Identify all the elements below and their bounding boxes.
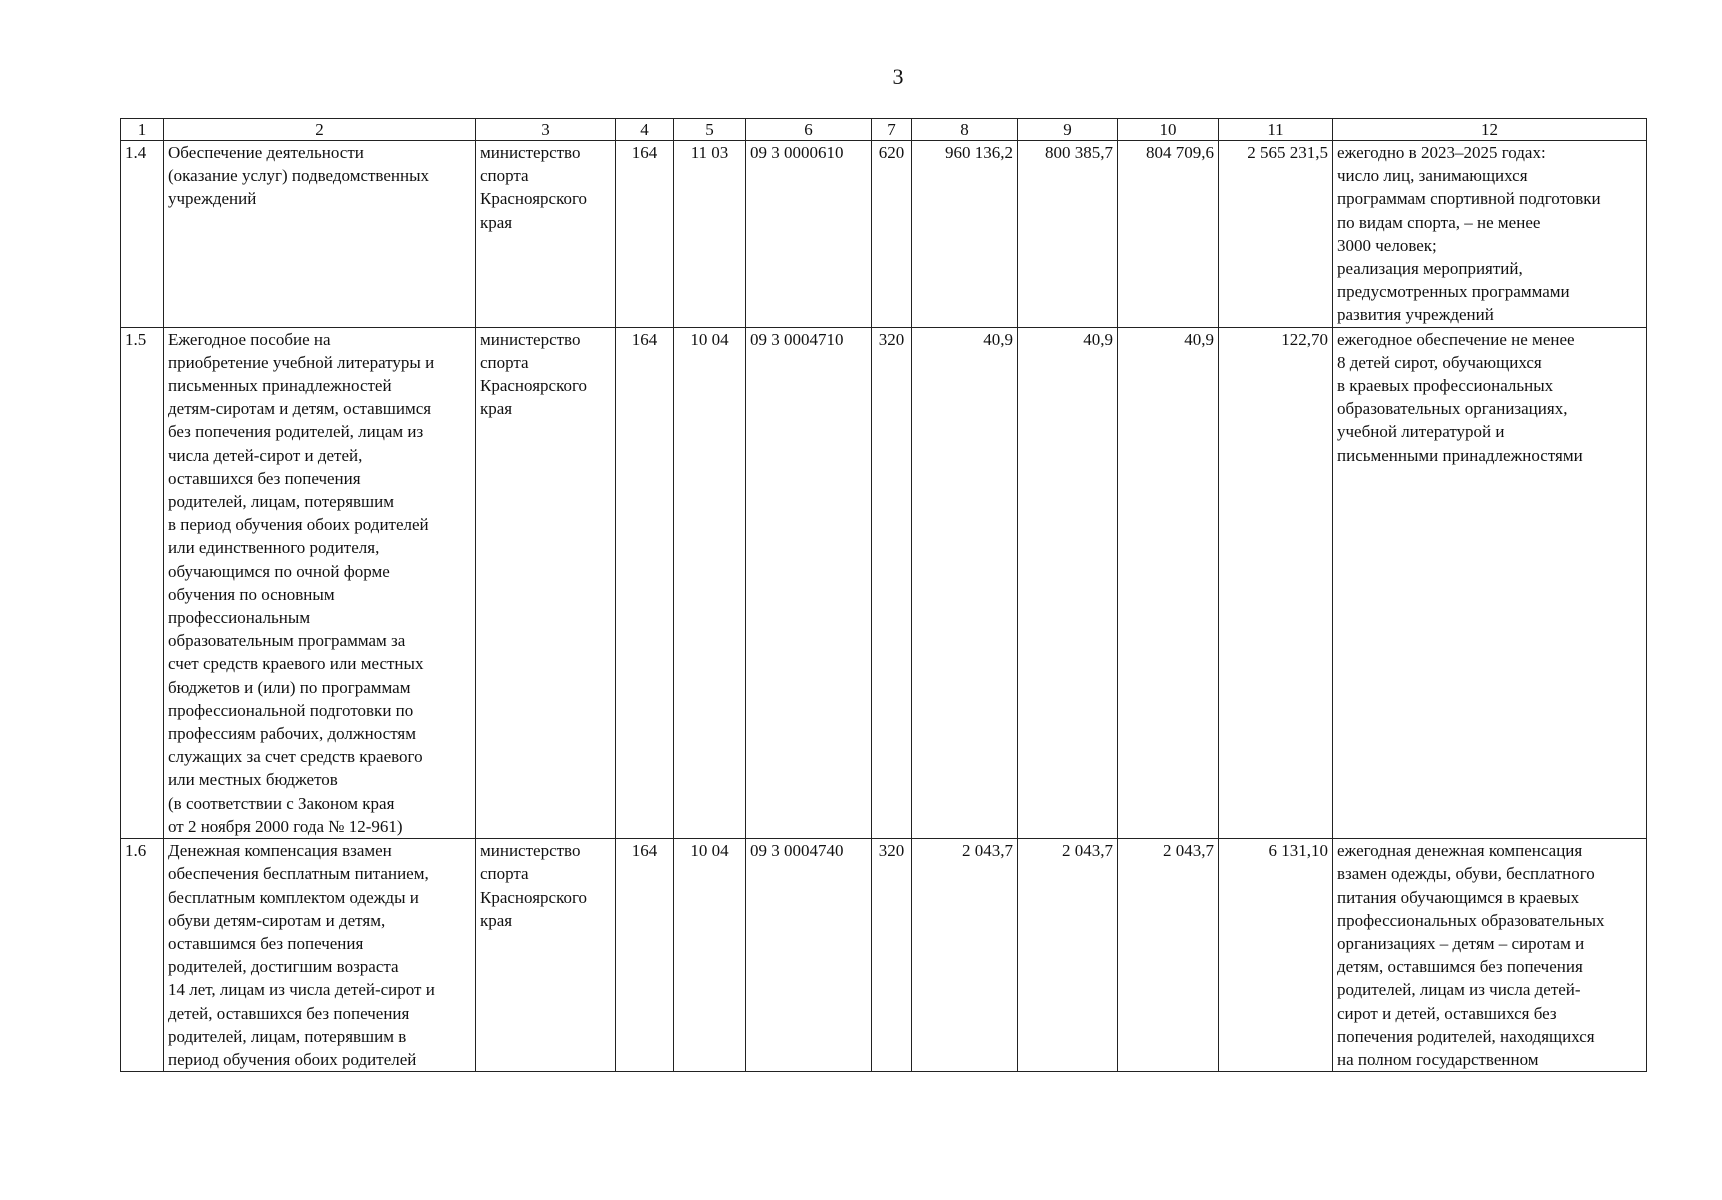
rzpr-cell: 10 04 — [674, 327, 746, 838]
table-row — [121, 839, 1647, 1072]
csr-cell: 09 3 0004740 — [746, 839, 872, 1072]
amount-col8-cell: 40,9 — [912, 327, 1018, 838]
grbs-cell: 164 — [616, 327, 674, 838]
column-header: 3 — [476, 119, 616, 141]
column-header: 8 — [912, 119, 1018, 141]
executor-cell: министерство спорта Красноярского края — [476, 839, 616, 1072]
column-header: 9 — [1018, 119, 1118, 141]
measure-name-cell: Денежная компенсация взамен обеспечения бесплатным питанием, бесплатным комплектом одежды и обуви детям-сиротам и детям, оставшимся без попечения родителей, достигшим возраста 14 лет, лицам из числа детей-сирот и детей, оставшихся без попечения родителей, лицам, потерявшим в период обучения обоих родителей — [164, 839, 476, 1072]
column-header: 5 — [674, 119, 746, 141]
column-header: 7 — [872, 119, 912, 141]
column-header: 2 — [164, 119, 476, 141]
vr-cell: 320 — [872, 839, 912, 1072]
rzpr-cell: 10 04 — [674, 839, 746, 1072]
measure-name-cell: Ежегодное пособие на приобретение учебной литературы и письменных принадлежностей детям-сиротам и детям, оставшимся без попечения родителей, лицам из числа детей-сирот и детей, оставшихся без попечения родителей, лицам, потерявшим в период обучения обоих родителей или единственного родителя, обучающимся по очной форме обучения по основным профессиональным образовательным программам за счет средств краевого или местных бюджетов и (или) по программам профессиональной подготовки по профессиям рабочих, должностям служащих за счет средств краевого или местных бюджетов (в соответствии с Законом края от 2 ноября 2000 года № 12-961) — [164, 327, 476, 838]
vr-cell: 320 — [872, 327, 912, 838]
grbs-cell: 164 — [616, 839, 674, 1072]
expected-result-cell: ежегодно в 2023–2025 годах: число лиц, занимающихся программам спортивной подготовки по видам спорта, – не менее 3000 человек; реализация мероприятий, предусмотренных программами развития учреждений — [1333, 141, 1647, 328]
column-header: 10 — [1118, 119, 1219, 141]
table-row — [121, 141, 1647, 328]
rzpr-cell: 11 03 — [674, 141, 746, 328]
amount-col9-cell: 2 043,7 — [1018, 839, 1118, 1072]
amount-total-cell: 6 131,10 — [1219, 839, 1333, 1072]
amount-col10-cell: 2 043,7 — [1118, 839, 1219, 1072]
vr-cell: 620 — [872, 141, 912, 328]
amount-col9-cell: 40,9 — [1018, 327, 1118, 838]
expected-result-cell: ежегодное обеспечение не менее 8 детей сирот, обучающихся в краевых профессиональных образовательных организациях, учебной литературой и письменными принадлежностями — [1333, 327, 1647, 838]
csr-cell: 09 3 0004710 — [746, 327, 872, 838]
budget-table — [120, 118, 1647, 1072]
csr-cell: 09 3 0000610 — [746, 141, 872, 328]
executor-cell: министерство спорта Красноярского края — [476, 327, 616, 838]
column-header: 4 — [616, 119, 674, 141]
column-header: 12 — [1333, 119, 1647, 141]
amount-col9-cell: 800 385,7 — [1018, 141, 1118, 328]
amount-col8-cell: 960 136,2 — [912, 141, 1018, 328]
column-header: 1 — [121, 119, 164, 141]
amount-total-cell: 122,70 — [1219, 327, 1333, 838]
amount-col10-cell: 804 709,6 — [1118, 141, 1219, 328]
expected-result-cell: ежегодная денежная компенсация взамен одежды, обуви, бесплатного питания обучающимся в краевых профессиональных образовательных организациях – детям – сиротам и детям, оставшимся без попечения родителей, лицам из числа детей- сирот и детей, оставшихся без попечения родителей, находящихся на полном государственном — [1333, 839, 1647, 1072]
row-number-cell: 1.4 — [121, 141, 164, 328]
measure-name-cell: Обеспечение деятельности (оказание услуг) подведомственных учреждений — [164, 141, 476, 328]
amount-total-cell: 2 565 231,5 — [1219, 141, 1333, 328]
row-number-cell: 1.6 — [121, 839, 164, 1072]
row-number-cell: 1.5 — [121, 327, 164, 838]
grbs-cell: 164 — [616, 141, 674, 328]
amount-col8-cell: 2 043,7 — [912, 839, 1018, 1072]
amount-col10-cell: 40,9 — [1118, 327, 1219, 838]
table-header-row — [121, 119, 1647, 141]
executor-cell: министерство спорта Красноярского края — [476, 141, 616, 328]
table-row — [121, 327, 1647, 838]
column-header: 6 — [746, 119, 872, 141]
page-number: 3 — [892, 64, 904, 89]
column-header: 11 — [1219, 119, 1333, 141]
